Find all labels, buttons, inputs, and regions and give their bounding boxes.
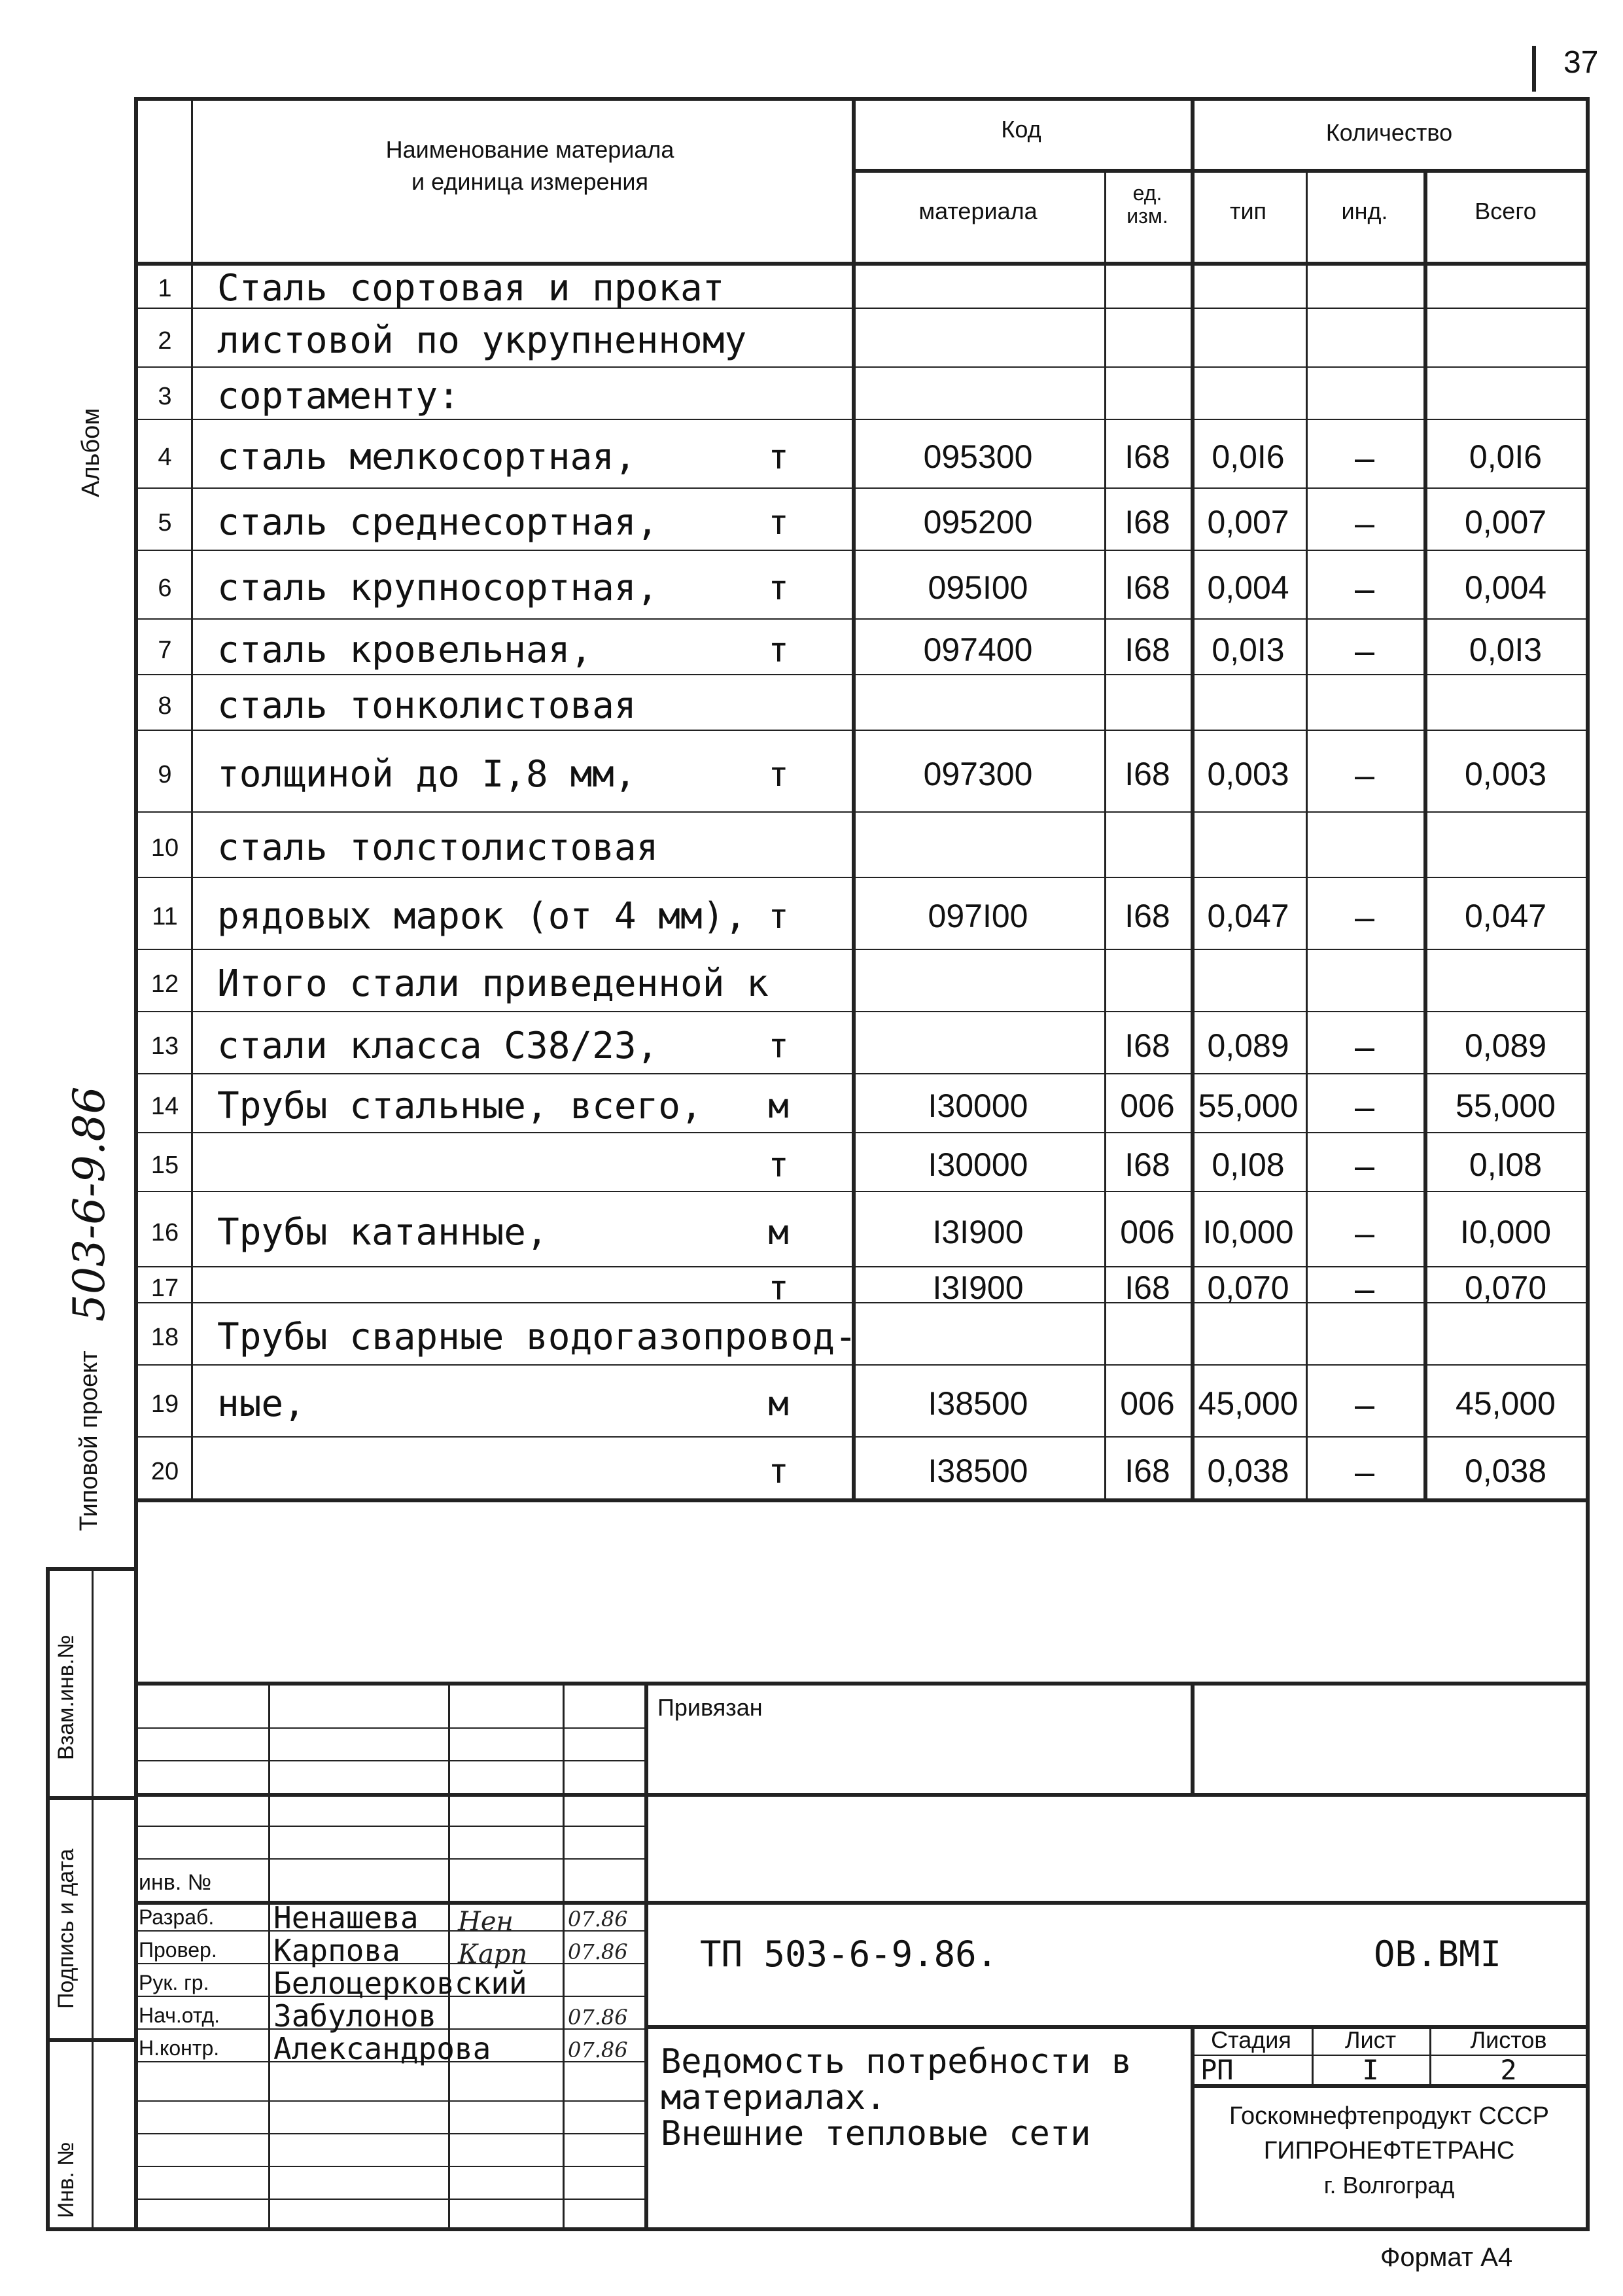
row-divider <box>134 1191 1588 1192</box>
org-line-1: Госкомнефтепродукт СССР <box>1229 2102 1549 2130</box>
unit-code: I68 <box>1125 503 1170 540</box>
qty-type: 0,0I3 <box>1212 631 1285 668</box>
row-number: 15 <box>150 1152 179 1179</box>
tb-vline <box>268 1682 270 2231</box>
tb-stage-line <box>1191 2055 1588 2056</box>
tb-line <box>134 2166 644 2167</box>
format-label: Формат А4 <box>1380 2243 1513 2272</box>
unit-code: I68 <box>1125 569 1170 606</box>
inv-label: Инв. № <box>54 2142 79 2218</box>
row-divider <box>134 1266 1588 1267</box>
material-code: I38500 <box>928 1452 1028 1489</box>
row-number: 4 <box>158 443 172 471</box>
tb-line <box>134 1727 644 1729</box>
signature: Карп <box>458 1939 528 1969</box>
qty-type: 0,0I6 <box>1212 438 1285 475</box>
material-code: I30000 <box>928 1146 1028 1183</box>
qty-type: 0,038 <box>1207 1452 1289 1489</box>
material-name: сталь кровельная, <box>217 628 593 671</box>
header-material-code: материала <box>918 198 1038 224</box>
material-name: рядовых марок (от 4 мм), <box>217 895 747 938</box>
unit: т <box>768 437 789 477</box>
qty-ind: – <box>1354 1269 1375 1309</box>
unit: т <box>768 1026 789 1066</box>
qty-type: 0,004 <box>1207 569 1289 606</box>
qty-total: 0,003 <box>1464 755 1547 792</box>
title-line-3: Внешние тепловые сети <box>661 2114 1091 2153</box>
qty-total: 0,0I3 <box>1469 631 1543 668</box>
row-number: 17 <box>150 1274 179 1302</box>
tb-line <box>134 2100 644 2102</box>
stamp-sep1 <box>46 1796 134 1800</box>
stage-value: РП <box>1200 2054 1234 2086</box>
project-label: Типовой проект <box>75 1351 103 1531</box>
qty-total: 45,000 <box>1456 1385 1556 1422</box>
material-code: 095300 <box>923 438 1033 475</box>
table-bottom-line <box>134 1498 1588 1502</box>
vzam-label: Взам.инв.№ <box>54 1634 79 1760</box>
qty-total: 0,0I6 <box>1469 438 1543 475</box>
role-label: Н.контр. <box>139 2036 220 2060</box>
qty-total: 0,070 <box>1464 1269 1547 1306</box>
unit: т <box>768 1146 789 1185</box>
unit-code: 006 <box>1120 1385 1175 1422</box>
material-name: Трубы стальные, всего, <box>217 1085 703 1127</box>
unit-code: 006 <box>1120 1087 1175 1124</box>
qty-ind: – <box>1354 631 1375 671</box>
row-number: 12 <box>150 970 179 998</box>
sign-date: 07.86 <box>568 1939 628 1964</box>
org-line-2: ГИПРОНЕФТЕТРАНС <box>1263 2137 1515 2164</box>
role-label: Разраб. <box>139 1905 215 1929</box>
row-number: 9 <box>158 760 172 788</box>
qty-total: 0,007 <box>1464 503 1547 540</box>
qty-ind: – <box>1354 438 1375 478</box>
qty-total: 0,038 <box>1464 1452 1547 1489</box>
title-line-2: материалах. <box>661 2078 886 2117</box>
org-line-3: г. Волгоград <box>1323 2172 1455 2199</box>
unit: т <box>768 897 789 936</box>
material-name: листовой по укрупненному <box>217 319 747 362</box>
header-type: тип <box>1229 198 1267 224</box>
unit: т <box>768 503 789 542</box>
qty-type: I0,000 <box>1202 1213 1294 1250</box>
qty-total: 0,I08 <box>1469 1146 1543 1183</box>
sheets-label: Листов <box>1470 2026 1547 2053</box>
unit-code: 006 <box>1120 1213 1175 1250</box>
row-divider <box>134 1436 1588 1438</box>
material-name: ные, <box>217 1383 305 1425</box>
person-name: Белоцерковский <box>273 1966 527 2001</box>
sheets-value: 2 <box>1500 2054 1517 2086</box>
page-number: 37 <box>1563 45 1599 80</box>
header-code: Код <box>1001 116 1041 143</box>
person-name: Александрова <box>273 2031 491 2066</box>
qty-type: 0,089 <box>1207 1027 1289 1064</box>
row-divider <box>134 618 1588 620</box>
row-divider <box>134 1364 1588 1366</box>
signature: Нен <box>458 1907 514 1937</box>
qty-ind: – <box>1354 1087 1375 1127</box>
material-code: 097400 <box>923 631 1033 668</box>
material-name: сталь тонколистовая <box>217 684 637 727</box>
album-label: Альбом <box>77 408 105 497</box>
qty-ind: – <box>1354 1452 1375 1492</box>
unit-code: I68 <box>1125 438 1170 475</box>
row-number: 10 <box>150 834 179 862</box>
qty-type: 0,047 <box>1207 898 1289 934</box>
unit: м <box>768 1212 789 1252</box>
tb-vline <box>563 1682 565 2231</box>
unit-code: I68 <box>1125 755 1170 792</box>
qty-type: 0,070 <box>1207 1269 1289 1306</box>
material-code: 097I00 <box>928 898 1028 934</box>
qty-ind: – <box>1354 1385 1375 1424</box>
qty-type: 45,000 <box>1198 1385 1299 1422</box>
row-number: 3 <box>158 383 172 410</box>
stage-label: Стадия <box>1211 2026 1291 2053</box>
stamp-mid <box>92 1567 94 2231</box>
podpis-label: Подпись и дата <box>54 1848 79 2009</box>
project-number: 503-6-9.86 <box>64 1086 114 1322</box>
unit-code: I68 <box>1125 898 1170 934</box>
qty-total: 0,004 <box>1464 569 1547 606</box>
material-name: Итого стали приведенной к <box>217 962 769 1005</box>
material-code: I3I900 <box>932 1213 1024 1250</box>
tb-line <box>134 1826 644 1827</box>
material-code: 095200 <box>923 503 1033 540</box>
row-number: 2 <box>158 327 172 355</box>
tb-vline-privyazan <box>1191 1682 1195 1793</box>
material-name: сталь толстолистовая <box>217 826 659 869</box>
row-divider <box>134 1073 1588 1074</box>
role-label: Провер. <box>139 1938 217 1962</box>
row-number: 19 <box>150 1390 179 1418</box>
material-code: 097300 <box>923 755 1033 792</box>
stamp-top <box>46 1567 134 1571</box>
row-divider <box>134 674 1588 675</box>
material-name: стали класса С38/23, <box>217 1024 659 1067</box>
tb-vline-main <box>644 1682 648 2231</box>
qty-type: 55,000 <box>1198 1087 1299 1124</box>
tb-line <box>134 1858 644 1860</box>
material-name: Трубы сварные водогазопровод- <box>217 1315 857 1358</box>
header-ind: инд. <box>1341 198 1388 224</box>
material-name: Сталь сортовая и прокат <box>217 267 725 309</box>
material-code: I30000 <box>928 1087 1028 1124</box>
tb-stage-bottom <box>1191 2084 1588 2088</box>
row-number: 1 <box>158 275 172 302</box>
page-number-rule <box>1532 46 1536 92</box>
qty-type: 0,003 <box>1207 755 1289 792</box>
row-number: 16 <box>150 1218 179 1246</box>
privyazan-label: Привязан <box>657 1694 763 1721</box>
qty-ind: – <box>1354 503 1375 543</box>
header-total: Всего <box>1475 198 1537 224</box>
row-divider <box>134 419 1588 420</box>
role-label: Рук. гр. <box>139 1971 209 1994</box>
unit: м <box>768 1385 789 1424</box>
row-divider <box>134 550 1588 551</box>
row-number: 11 <box>152 903 178 930</box>
material-name: сталь крупносортная, <box>217 566 659 609</box>
material-name: Трубы катанные, <box>217 1210 548 1254</box>
row-divider <box>134 366 1588 368</box>
qty-type: 0,I08 <box>1212 1146 1285 1183</box>
qty-total: 0,047 <box>1464 898 1547 934</box>
material-name: сортаменту: <box>217 375 460 417</box>
row-divider <box>134 1132 1588 1133</box>
qty-total: 55,000 <box>1456 1087 1556 1124</box>
unit: м <box>768 1087 789 1126</box>
frame-bottom <box>134 2227 1590 2231</box>
role-label: Нач.отд. <box>139 2004 220 2027</box>
sheet-label: Лист <box>1344 2026 1397 2053</box>
header-mid-line <box>852 169 1588 173</box>
unit-code: I68 <box>1125 1027 1170 1064</box>
tb-line <box>134 2199 644 2200</box>
material-name: сталь мелкосортная, <box>217 435 637 478</box>
unit: т <box>768 1451 789 1491</box>
row-number: 7 <box>158 636 172 664</box>
row-divider <box>134 730 1588 731</box>
qty-ind: – <box>1354 1213 1375 1253</box>
row-number: 18 <box>150 1323 179 1351</box>
doc-code: ТП 503-6-9.86. <box>700 1934 998 1975</box>
unit: т <box>768 754 789 794</box>
tb-vline <box>448 1682 450 2231</box>
row-divider <box>134 487 1588 489</box>
row-number: 8 <box>158 692 172 720</box>
qty-ind: – <box>1354 569 1375 609</box>
unit-code: I68 <box>1125 631 1170 668</box>
qty-ind: – <box>1354 898 1375 937</box>
stamp-left <box>46 1567 50 2231</box>
header-name: Наименование материала и единица измерения <box>385 136 674 195</box>
tb-top <box>134 1682 1588 1686</box>
unit-code: I68 <box>1125 1146 1170 1183</box>
material-name: сталь среднесортная, <box>217 501 659 544</box>
inv-number-label: инв. № <box>139 1870 212 1895</box>
header-bottom-line <box>134 262 1588 266</box>
material-code: 095I00 <box>928 569 1028 606</box>
unit-code: I68 <box>1125 1269 1170 1306</box>
person-name: Карпова <box>273 1933 400 1968</box>
tb-line <box>134 2133 644 2134</box>
person-name: Ненашева <box>273 1900 419 1935</box>
row-divider <box>134 811 1588 813</box>
sign-date: 07.86 <box>568 2005 628 2030</box>
stamp-bottom <box>46 2227 134 2231</box>
frame-top <box>134 97 1590 101</box>
title-line-1: Ведомость потребности в <box>661 2042 1132 2081</box>
row-number: 13 <box>150 1032 179 1060</box>
qty-total: 0,089 <box>1464 1027 1547 1064</box>
header-unit-code: ед. изм. <box>1126 181 1168 228</box>
header-quantity: Количество <box>1325 119 1453 146</box>
doc-mark: ОВ.ВМI <box>1374 1934 1502 1975</box>
row-number: 20 <box>150 1457 179 1485</box>
unit: т <box>768 630 789 670</box>
tb-line <box>134 1760 644 1761</box>
row-divider <box>134 949 1588 950</box>
row-number: 5 <box>158 508 172 537</box>
qty-type: 0,007 <box>1207 503 1289 540</box>
unit: т <box>768 568 789 608</box>
qty-ind: – <box>1354 1027 1375 1067</box>
material-name: толщиной до I,8 мм, <box>217 752 637 796</box>
unit: т <box>768 1268 789 1308</box>
row-divider <box>134 1011 1588 1012</box>
qty-ind: – <box>1354 755 1375 795</box>
stamp-sep2 <box>46 2038 134 2042</box>
row-divider <box>134 877 1588 878</box>
sheet-value: I <box>1362 2054 1379 2086</box>
sign-date: 07.86 <box>568 1907 628 1932</box>
material-code: I3I900 <box>932 1269 1024 1306</box>
tb-line-privyazan-bottom <box>134 1793 1588 1797</box>
material-code: I38500 <box>928 1385 1028 1422</box>
frame-left <box>134 97 138 2231</box>
row-number: 14 <box>150 1093 179 1120</box>
unit-code: I68 <box>1125 1452 1170 1489</box>
person-name: Забулонов <box>273 1998 437 2034</box>
qty-total: I0,000 <box>1459 1213 1551 1250</box>
qty-ind: – <box>1354 1146 1375 1186</box>
row-number: 6 <box>158 574 172 602</box>
sign-date: 07.86 <box>568 2038 628 2062</box>
